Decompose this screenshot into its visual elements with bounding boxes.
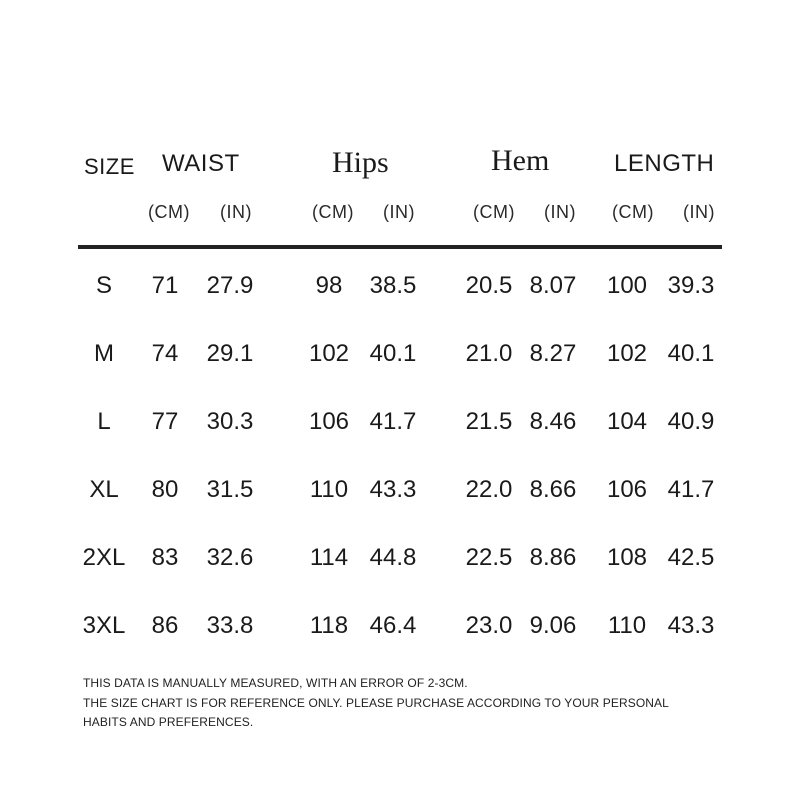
hem-cm-cell: 23.0 [465,612,513,639]
hem-cm-cell: 22.0 [465,476,513,503]
header-divider [78,245,722,249]
length-cm-cell: 106 [606,476,648,503]
hips-cm-cell: 118 [309,612,349,639]
size-column-header: SIZE [84,154,135,179]
waist-in-cell: 30.3 [206,408,254,435]
hips-column-header: Hips [332,146,389,179]
waist-in-cell: 31.5 [206,476,254,503]
hips-cm-unit: (CM) [312,202,354,222]
hips-in-unit: (IN) [383,202,415,222]
waist-in-unit: (IN) [220,202,252,222]
size-cell: S [95,272,113,299]
hips-in-cell: 43.3 [369,476,417,503]
hem-cm-cell: 21.5 [465,408,513,435]
waist-cm-unit: (CM) [148,202,190,222]
waist-in-cell: 33.8 [206,612,254,639]
length-in-cell: 39.3 [667,272,715,299]
reference-note: THE SIZE CHART IS FOR REFERENCE ONLY. PLEASE PURCHASE ACCORDING TO YOUR PERSONAL [83,696,669,710]
waist-cm-cell: 83 [151,544,179,571]
hips-cm-cell: 110 [309,476,349,503]
size-cell: M [94,340,114,367]
hips-cm-cell: 102 [308,340,350,367]
hem-cm-cell: 22.5 [465,544,513,571]
length-cm-unit: (CM) [612,202,654,222]
hem-in-cell: 8.07 [529,272,577,299]
length-cm-cell: 110 [607,612,647,639]
hips-in-cell: 40.1 [369,340,417,367]
length-cm-cell: 102 [606,340,648,367]
hem-cm-cell: 20.5 [465,272,513,299]
length-cm-cell: 104 [606,408,648,435]
waist-in-cell: 27.9 [206,272,254,299]
hem-cm-cell: 21.0 [465,340,513,367]
hem-in-unit: (IN) [544,202,576,222]
hips-in-cell: 41.7 [369,408,417,435]
waist-in-cell: 32.6 [206,544,254,571]
length-in-cell: 40.1 [667,340,715,367]
length-cm-cell: 100 [606,272,648,299]
hem-in-cell: 8.66 [529,476,577,503]
length-in-cell: 41.7 [667,476,715,503]
size-cell: L [97,408,111,435]
length-column-header: LENGTH [614,150,715,177]
length-in-unit: (IN) [683,202,715,222]
hips-in-cell: 46.4 [369,612,417,639]
hem-cm-unit: (CM) [473,202,515,222]
waist-cm-cell: 71 [151,272,179,299]
length-in-cell: 42.5 [667,544,715,571]
size-cell: 3XL [82,612,126,639]
waist-column-header: WAIST [162,150,240,177]
hips-cm-cell: 106 [308,408,350,435]
hem-in-cell: 8.86 [529,544,577,571]
waist-cm-cell: 86 [151,612,179,639]
size-cell: 2XL [82,544,126,571]
length-in-cell: 43.3 [667,612,715,639]
waist-cm-cell: 77 [151,408,179,435]
hem-in-cell: 9.06 [529,612,577,639]
waist-in-cell: 29.1 [206,340,254,367]
length-in-cell: 40.9 [667,408,715,435]
hips-in-cell: 44.8 [369,544,417,571]
hem-in-cell: 8.46 [529,408,577,435]
hips-in-cell: 38.5 [369,272,417,299]
measurement-note: THIS DATA IS MANUALLY MEASURED, WITH AN ERROR OF 2-3CM. [83,676,468,690]
hem-column-header: Hem [491,144,550,177]
hips-cm-cell: 98 [315,272,343,299]
hips-cm-cell: 114 [309,544,349,571]
waist-cm-cell: 74 [151,340,179,367]
hem-in-cell: 8.27 [529,340,577,367]
reference-note-continued: HABITS AND PREFERENCES. [83,715,254,729]
size-cell: XL [89,476,119,503]
waist-cm-cell: 80 [151,476,179,503]
length-cm-cell: 108 [606,544,648,571]
